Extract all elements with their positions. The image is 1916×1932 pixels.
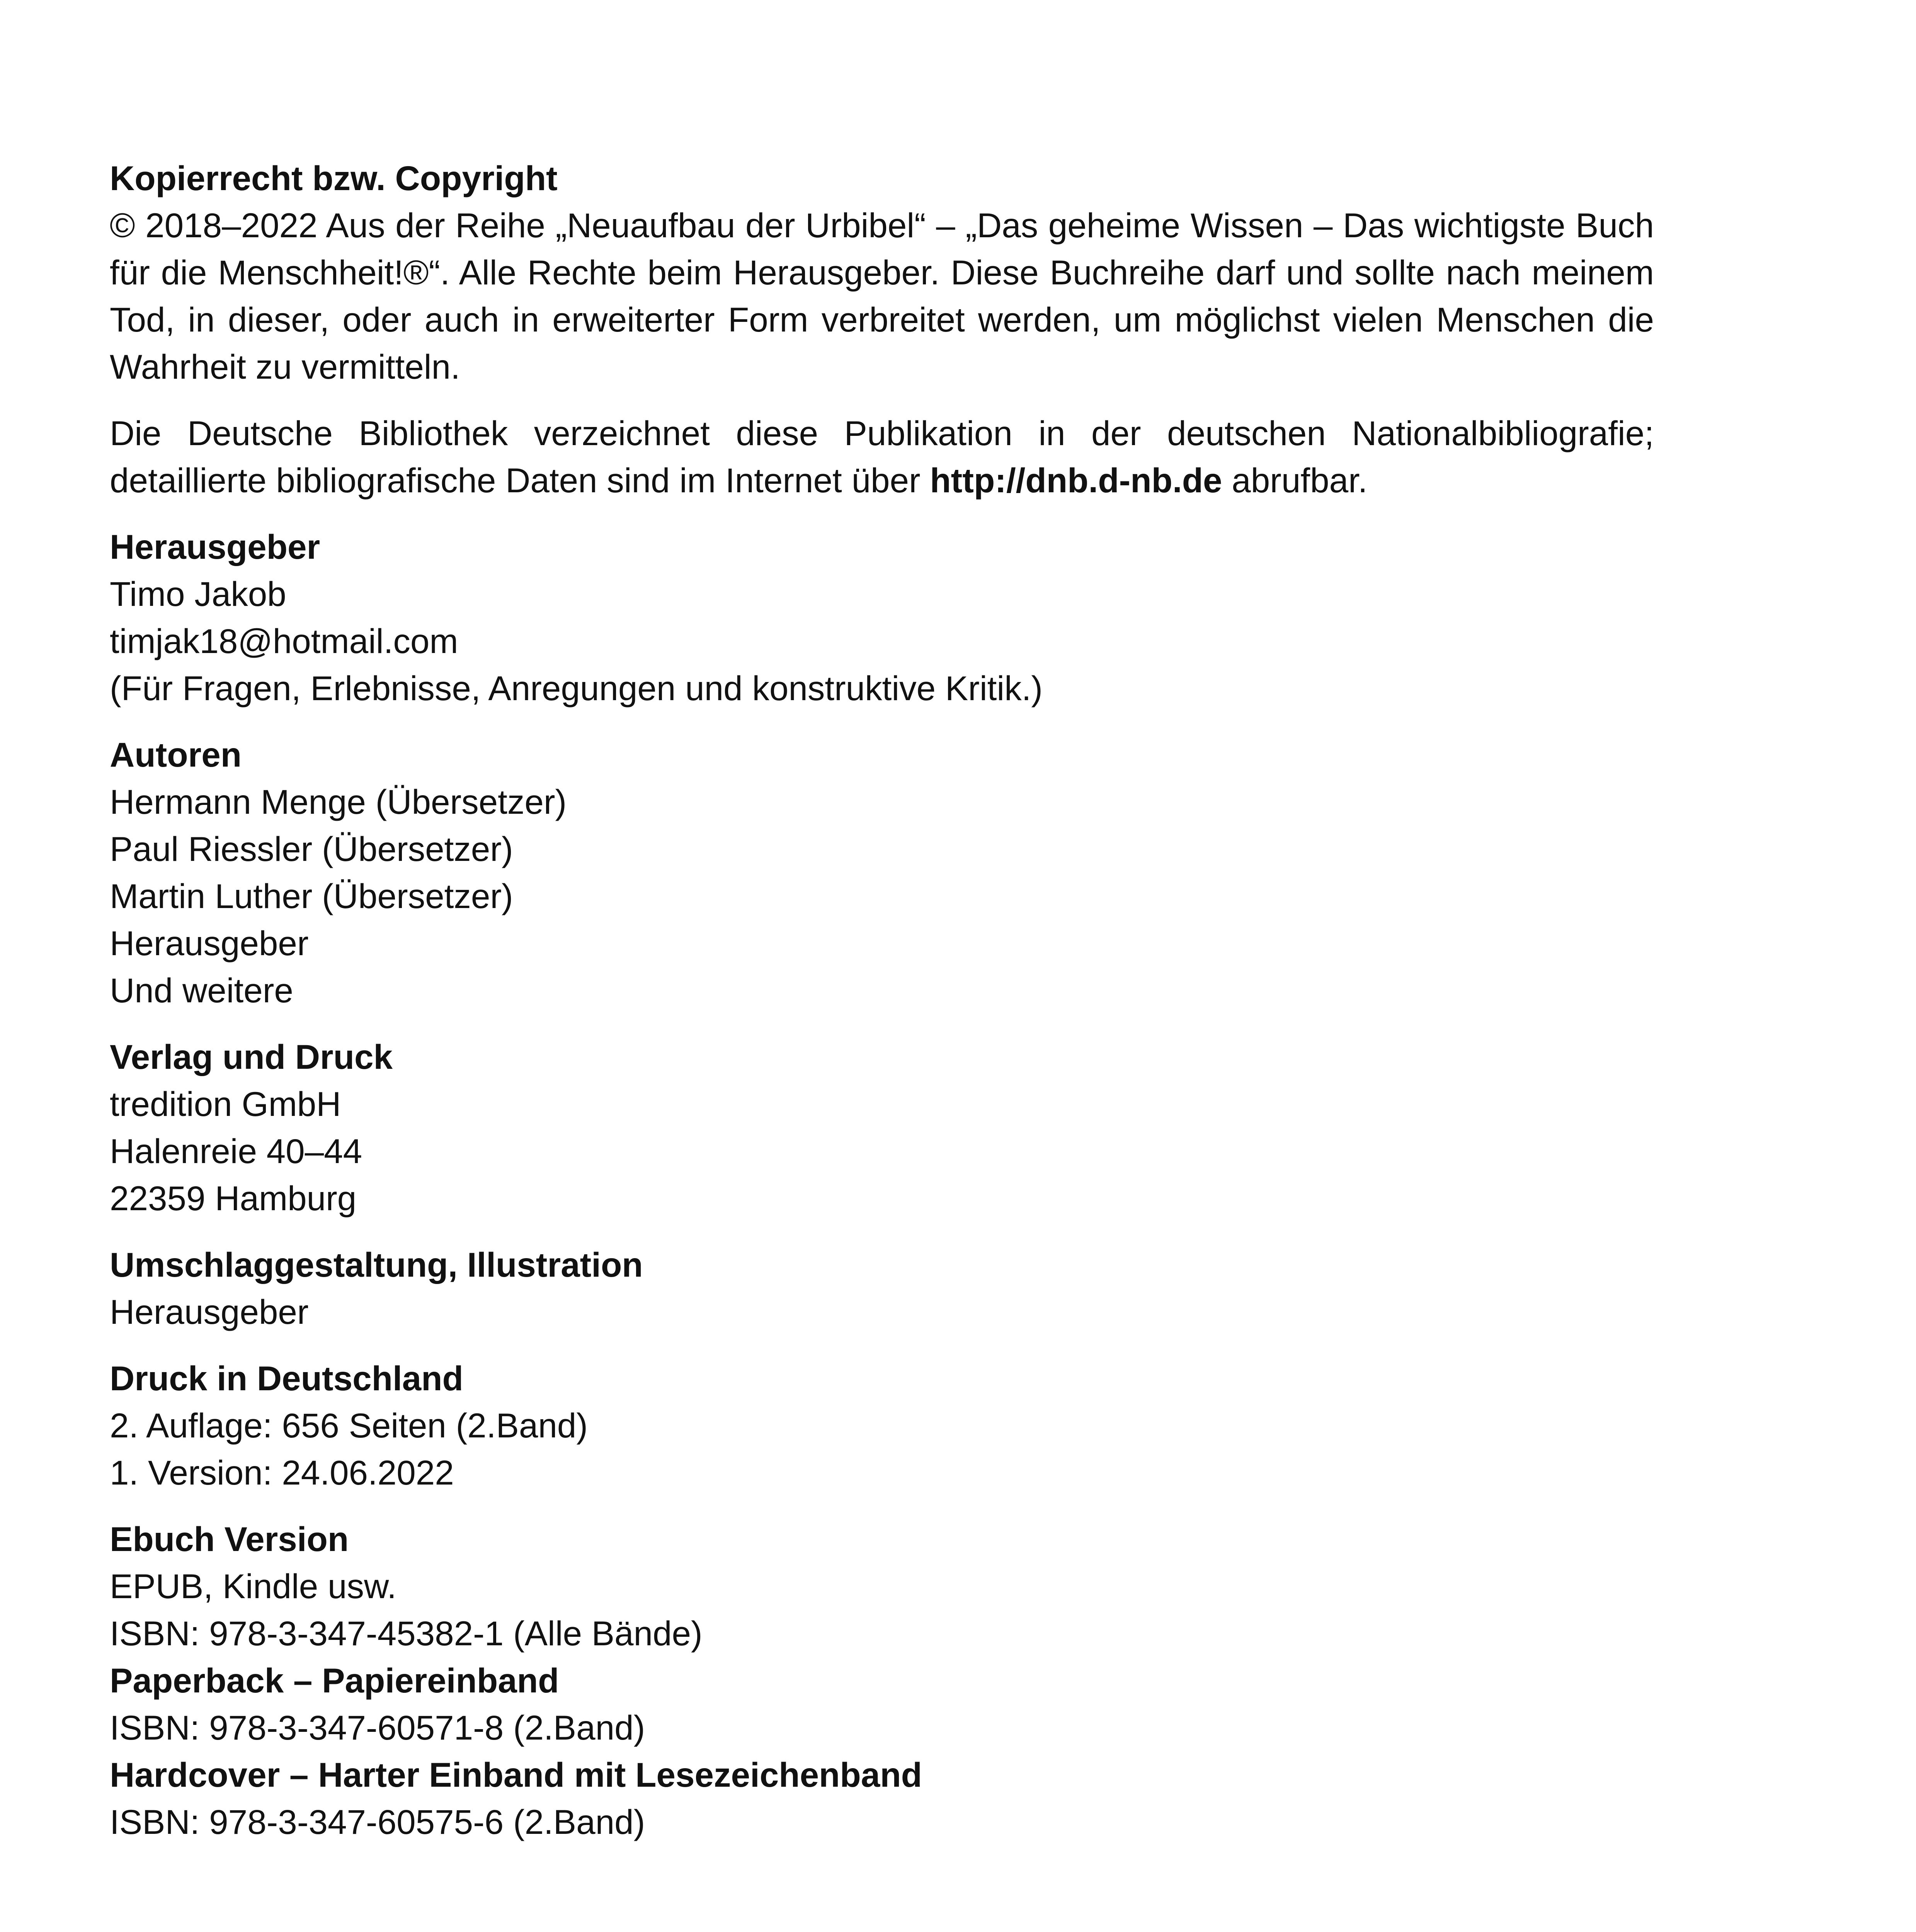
bibliothek-paragraph [110,410,1654,504]
verlag-line: 22359 Hamburg [110,1179,357,1218]
paperback-isbn: ISBN: 978-3-347-60571-8 (2.Band) [110,1708,645,1747]
umschlag-section [110,1241,1654,1335]
editions-section [110,1515,1654,1845]
druck-line: 2. Auflage: 656 Seiten (2.Band) [110,1406,588,1445]
copyright-section [110,155,1654,390]
herausgeber-name: Timo Jakob [110,575,286,613]
ebuch-heading: Ebuch Version [110,1520,349,1558]
umschlag-heading: Umschlaggestaltung, Illustration [110,1245,643,1284]
verlag-line: Halenreie 40–44 [110,1132,362,1170]
autor-item: Und weitere [110,971,293,1010]
verlag-line: tredition GmbH [110,1085,341,1123]
ebuch-isbn: ISBN: 978-3-347-45382-1 (Alle Bände) [110,1614,703,1653]
verlag-heading: Verlag und Druck [110,1037,393,1076]
herausgeber-section [110,523,1654,712]
herausgeber-email[interactable]: timjak18@hotmail.com [110,622,458,660]
dnb-link[interactable]: http://dnb.d-nb.de [930,461,1222,500]
druck-line: 1. Version: 24.06.2022 [110,1453,454,1492]
hardcover-heading: Hardcover – Harter Einband mit Lesezeichenband [110,1755,922,1794]
copyright-heading: Kopierrecht bzw. Copyright [110,159,558,197]
copyright-paragraph: © 2018–2022 Aus der Reihe „Neuaufbau der Urbibel“ – „Das geheime Wissen – Das wichtigste Buch für die Menschheit!®“. Alle Rechte beim Herausgeber. Diese Buchreihe darf und sollte nach meinem Tod, in dieser, oder auch in erweiterter Form verbreitet werden, um möglichst vielen Menschen die Wahrheit zu vermitteln. [110,206,1654,386]
verlag-section [110,1033,1654,1222]
autor-item: Paul Riessler (Übersetzer) [110,830,513,868]
druck-heading: Druck in Deutschland [110,1359,463,1398]
autoren-section [110,731,1654,1014]
druck-section [110,1355,1654,1496]
autor-item: Herausgeber [110,924,309,963]
autor-item: Martin Luther (Übersetzer) [110,877,513,915]
bibliothek-text: Die Deutsche Bibliothek verzeichnet diese Publikation in der deutschen Nationalbibliografie; detaillierte bibliografische Daten sind im Internet über [110,414,1654,500]
paperback-heading: Paperback – Papiereinband [110,1661,559,1700]
hardcover-isbn: ISBN: 978-3-347-60575-6 (2.Band) [110,1803,645,1841]
page-content [110,155,1654,1845]
ebuch-line: EPUB, Kindle usw. [110,1567,397,1605]
herausgeber-note: (Für Fragen, Erlebnisse, Anregungen und konstruktive Kritik.) [110,669,1043,707]
umschlag-line: Herausgeber [110,1293,309,1331]
herausgeber-heading: Herausgeber [110,527,320,566]
autor-item: Hermann Menge (Übersetzer) [110,782,567,821]
autoren-heading: Autoren [110,735,242,774]
bibliothek-text-end: abrufbar. [1222,461,1368,500]
